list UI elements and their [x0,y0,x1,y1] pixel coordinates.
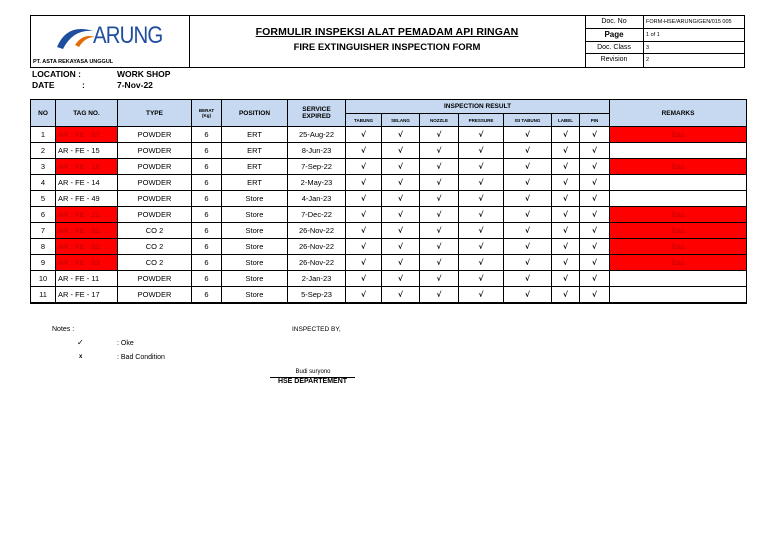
header-position: POSITION [222,100,288,127]
check-isi-tabung: √ [504,287,552,304]
check-pressure: √ [459,143,504,159]
cell-tag-no: AR - FE - 17 [56,287,118,304]
check-pin: √ [580,239,610,255]
check-tabung: √ [346,159,382,175]
check-pin: √ [580,191,610,207]
location-label: LOCATION : [32,69,81,79]
header-tag-no: TAG NO. [56,100,118,127]
cell-no: 9 [31,255,56,271]
header-pressure: PRESSURE [459,114,504,127]
bad-x-icon: x [79,354,83,360]
check-nozzle: √ [420,175,459,191]
check-label: √ [552,239,580,255]
header-isi-tabung: ISI TABUNG [504,114,552,127]
check-selang: √ [382,287,420,304]
check-pressure: √ [459,287,504,304]
header-pin: PIN [580,114,610,127]
cell-remarks: Exp [610,127,747,143]
check-pressure: √ [459,159,504,175]
table-row [31,271,747,287]
check-tabung: √ [346,271,382,287]
check-label: √ [552,271,580,287]
check-selang: √ [382,175,420,191]
cell-tag-no: AR - FE - 21 [56,207,118,223]
cell-service-expired: 7-Sep-22 [288,159,346,175]
table-row [31,191,747,207]
check-tabung: √ [346,191,382,207]
check-tabung: √ [346,175,382,191]
check-nozzle: √ [420,255,459,271]
cell-berat: 6 [192,239,222,255]
table-row [31,223,747,239]
meta-page: Page 1 of 1 [585,29,744,42]
meta-doc-class: Doc. Class 3 [585,42,744,55]
cell-remarks [610,287,747,304]
cell-no: 6 [31,207,56,223]
cell-position: Store [222,255,288,271]
check-pressure: √ [459,223,504,239]
check-isi-tabung: √ [504,223,552,239]
cell-no: 8 [31,239,56,255]
check-selang: √ [382,223,420,239]
check-label: √ [552,255,580,271]
check-tabung: √ [346,127,382,143]
cell-berat: 6 [192,223,222,239]
cell-no: 7 [31,223,56,239]
meta-doc-no: Doc. No FORM-HSE/ARUNG/GEN/015 005 [585,16,744,29]
check-pin: √ [580,127,610,143]
check-tabung: √ [346,207,382,223]
check-tabung: √ [346,223,382,239]
form-title-indonesian: FORMULIR INSPEKSI ALAT PEMADAM API RINGAN [255,26,519,38]
cell-type: POWDER [118,143,192,159]
cell-service-expired: 2-Jan-23 [288,271,346,287]
cell-service-expired: 2-May-23 [288,175,346,191]
check-tabung: √ [346,255,382,271]
check-label: √ [552,191,580,207]
table-row [31,127,747,143]
cell-position: Store [222,207,288,223]
cell-berat: 6 [192,159,222,175]
check-nozzle: √ [420,191,459,207]
logo-cell [31,16,190,67]
table-row [31,207,747,223]
check-nozzle: √ [420,159,459,175]
check-isi-tabung: √ [504,255,552,271]
check-selang: √ [382,255,420,271]
cell-remarks [610,271,747,287]
check-nozzle: √ [420,287,459,304]
arung-logo-icon [53,21,97,51]
cell-service-expired: 26-Nov-22 [288,239,346,255]
cell-berat: 6 [192,127,222,143]
cell-remarks: Exp [610,207,747,223]
check-tabung: √ [346,287,382,304]
cell-service-expired: 8-Jun-23 [288,143,346,159]
check-nozzle: √ [420,207,459,223]
cell-type: CO 2 [118,239,192,255]
cell-no: 1 [31,127,56,143]
company-name: PT. ASTA REKAYASA UNGGUL [33,59,114,65]
cell-berat: 6 [192,271,222,287]
check-pin: √ [580,271,610,287]
cell-tag-no: AR - FE - 02 [56,239,118,255]
cell-type: POWDER [118,175,192,191]
cell-tag-no: AR - FE - 49 [56,191,118,207]
check-nozzle: √ [420,271,459,287]
date-colon: : [82,80,85,90]
header-inspection-result: INSPECTION RESULT [346,100,610,114]
ok-check-icon: ✓ [77,338,84,347]
cell-remarks [610,191,747,207]
cell-position: Store [222,239,288,255]
cell-position: ERT [222,127,288,143]
cell-remarks: Exp [610,239,747,255]
cell-no: 10 [31,271,56,287]
check-nozzle: √ [420,143,459,159]
cell-service-expired: 4-Jan-23 [288,191,346,207]
cell-position: ERT [222,159,288,175]
document-meta [585,16,744,67]
cell-service-expired: 7-Dec-22 [288,207,346,223]
cell-tag-no: AR - FE - 07 [56,127,118,143]
cell-tag-no: AR - FE - 01 [56,223,118,239]
cell-service-expired: 25-Aug-22 [288,127,346,143]
check-pin: √ [580,287,610,304]
inspection-table [30,99,747,304]
cell-position: Store [222,191,288,207]
check-pin: √ [580,223,610,239]
cell-remarks: Exp [610,159,747,175]
cell-tag-no: AR - FE - 11 [56,271,118,287]
cell-type: POWDER [118,207,192,223]
check-isi-tabung: √ [504,127,552,143]
bad-legend: : Bad Condition [117,354,165,361]
cell-berat: 6 [192,287,222,304]
header-selang: SELANG [382,114,420,127]
cell-type: POWDER [118,159,192,175]
cell-remarks [610,175,747,191]
table-row [31,143,747,159]
header-no: NO [31,100,56,127]
check-label: √ [552,223,580,239]
cell-position: Store [222,287,288,304]
header-remarks: REMARKS [610,100,747,127]
header-type: TYPE [118,100,192,127]
check-nozzle: √ [420,127,459,143]
check-isi-tabung: √ [504,159,552,175]
check-selang: √ [382,191,420,207]
meta-revision: Revision 2 [585,54,744,67]
location-value: WORK SHOP [117,69,171,79]
document-header [30,15,745,68]
table-row [31,239,747,255]
cell-type: POWDER [118,287,192,304]
check-isi-tabung: √ [504,207,552,223]
check-nozzle: √ [420,223,459,239]
check-pressure: √ [459,207,504,223]
inspected-by: INSPECTED BY, [292,326,341,333]
check-isi-tabung: √ [504,175,552,191]
cell-no: 5 [31,191,56,207]
cell-type: POWDER [118,127,192,143]
check-nozzle: √ [420,239,459,255]
check-selang: √ [382,159,420,175]
check-label: √ [552,175,580,191]
cell-no: 4 [31,175,56,191]
check-pressure: √ [459,239,504,255]
header-tabung: TABUNG [346,114,382,127]
check-isi-tabung: √ [504,191,552,207]
check-selang: √ [382,239,420,255]
check-pin: √ [580,159,610,175]
cell-no: 2 [31,143,56,159]
cell-service-expired: 26-Nov-22 [288,223,346,239]
header-nozzle: NOZZLE [420,114,459,127]
cell-no: 3 [31,159,56,175]
cell-berat: 6 [192,255,222,271]
brand-name: ARUNG [93,22,163,49]
date-label: DATE [32,80,55,90]
check-pin: √ [580,143,610,159]
check-isi-tabung: √ [504,143,552,159]
check-label: √ [552,207,580,223]
cell-tag-no: AR - FE - 03 [56,255,118,271]
header-service-expired: SERVICE EXPIRED [288,100,346,127]
check-selang: √ [382,127,420,143]
check-pin: √ [580,175,610,191]
check-pin: √ [580,255,610,271]
header-label: LABEL [552,114,580,127]
cell-tag-no: AR - FE - 14 [56,175,118,191]
table-row [31,159,747,175]
form-title [189,16,586,67]
cell-remarks: Exp [610,223,747,239]
cell-berat: 6 [192,175,222,191]
cell-berat: 6 [192,191,222,207]
cell-remarks: Exp [610,255,747,271]
inspector-name: Budi suryono [295,369,331,375]
cell-tag-no: AR - FE - 15 [56,143,118,159]
cell-no: 11 [31,287,56,304]
cell-position: ERT [222,143,288,159]
cell-position: Store [222,223,288,239]
check-label: √ [552,127,580,143]
cell-service-expired: 5-Sep-23 [288,287,346,304]
cell-berat: 6 [192,143,222,159]
table-row [31,175,747,191]
check-pressure: √ [459,175,504,191]
check-pin: √ [580,207,610,223]
table-row [31,287,747,304]
check-pressure: √ [459,271,504,287]
check-pressure: √ [459,127,504,143]
check-label: √ [552,287,580,304]
cell-type: CO 2 [118,223,192,239]
check-label: √ [552,143,580,159]
check-isi-tabung: √ [504,239,552,255]
cell-service-expired: 26-Nov-22 [288,255,346,271]
cell-type: POWDER [118,191,192,207]
check-pressure: √ [459,255,504,271]
check-selang: √ [382,207,420,223]
date-value: 7-Nov-22 [117,80,153,90]
cell-type: CO 2 [118,255,192,271]
check-tabung: √ [346,239,382,255]
hse-department: HSE DEPARTEMENT [277,378,348,385]
cell-type: POWDER [118,271,192,287]
header-berat: BERAT (Kg) [192,100,222,127]
notes-title: Notes : [52,326,75,333]
cell-tag-no: AR - FE - 18 [56,159,118,175]
form-title-english: FIRE EXTINGUISHER INSPECTION FORM [293,42,481,53]
check-label: √ [552,159,580,175]
cell-position: Store [222,271,288,287]
ok-legend: : Oke [117,340,134,347]
check-selang: √ [382,143,420,159]
check-tabung: √ [346,143,382,159]
table-row [31,255,747,271]
check-pressure: √ [459,191,504,207]
check-selang: √ [382,271,420,287]
cell-berat: 6 [192,207,222,223]
check-isi-tabung: √ [504,271,552,287]
cell-position: ERT [222,175,288,191]
cell-remarks [610,143,747,159]
